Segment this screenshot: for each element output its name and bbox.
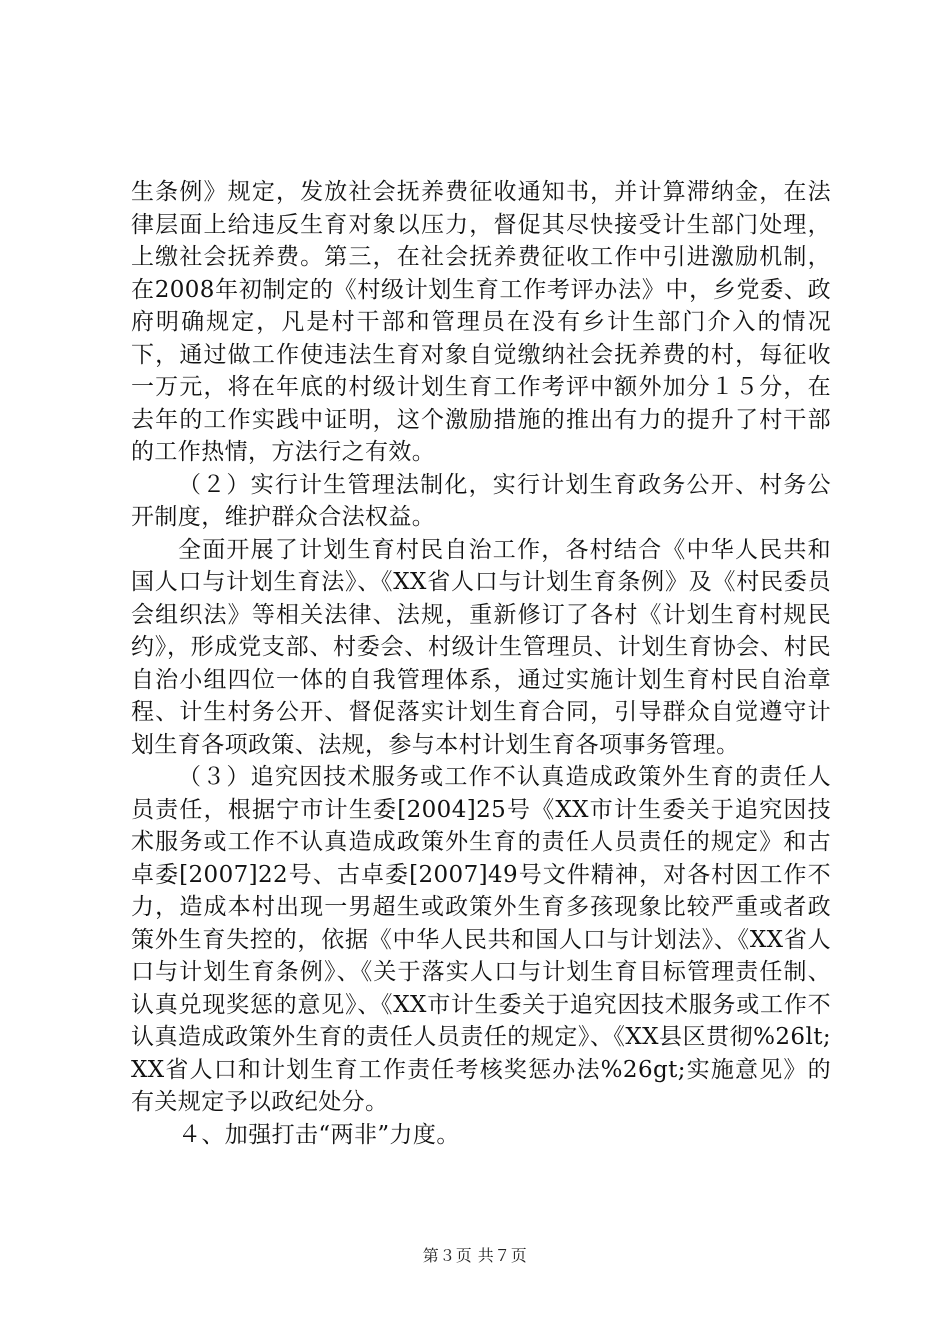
paragraph-section-4-heading: ４、加强打击“两非”力度。 <box>178 1121 460 1148</box>
page-number-footer: 第３页 共７页 <box>422 1246 528 1265</box>
paragraph-section-2-heading: （２）实行计生管理法制化，实行计划生育政务公开、村务公开制度，维护群众合法权益。 <box>131 471 831 530</box>
document-body <box>131 176 831 1151</box>
paragraph-section-3-accountability: （３）追究因技术服务或工作不认真造成政策外生育的责任人员责任，根据宁市计生委[2004]25号《XX市计生委关于追究因技术服务或工作不认真造成政策外生育的责任人员责任的规定》和古卓委[2007]22号、古卓委[2007]49号文件精神，对各村因工作不力，造成本村出现一男超生或政策外生育多孩现象比较严重或者政策外生育失控的，依据《中华人民共和国人口与计划法》、《XX省人口与计划生育条例》、《关于落实人口与计划生育目标管理责任制、认真兑现奖惩的意见》、《XX市计生委关于追究因技术服务或工作不认真造成政策外生育的责任人员责任的规定》、《XX县区贯彻%26lt;XX省人口和计划生育工作责任考核奖惩办法%26gt;实施意见》的有关规定予以政纪处分。 <box>131 764 831 1115</box>
paragraph-villager-autonomy: 全面开展了计划生育村民自治工作，各村结合《中华人民共和国人口与计划生育法》、《XX省人口与计划生育条例》及《村民委员会组织法》等相关法律、法规，重新修订了各村《计划生育村规民约》，形成党支部、村委会、村级计生管理员、计划生育协会、村民自治小组四位一体的自我管理体系，通过实施计划生育村民自治章程、计生村务公开、督促落实计划生育合同，引导群众自觉遵守计划生育各项政策、法规，参与本村计划生育各项事务管理。 <box>131 536 831 758</box>
paragraph-continuation: 生条例》规定，发放社会抚养费征收通知书，并计算滞纳金，在法律层面上给违反生育对象以压力，督促其尽快接受计生部门处理，上缴社会抚养费。第三，在社会抚养费征收工作中引进激励机制，在2008年初制定的《村级计划生育工作考评办法》中，乡党委、政府明确规定，凡是村干部和管理员在没有乡计生部门介入的情况下，通过做工作使违法生育对象自觉缴纳社会抚养费的村，每征收一万元，将在年底的村级计划生育工作考评中额外加分１５分，在去年的工作实践中证明，这个激励措施的推出有力的提升了村干部的工作热情，方法行之有效。 <box>131 179 831 465</box>
